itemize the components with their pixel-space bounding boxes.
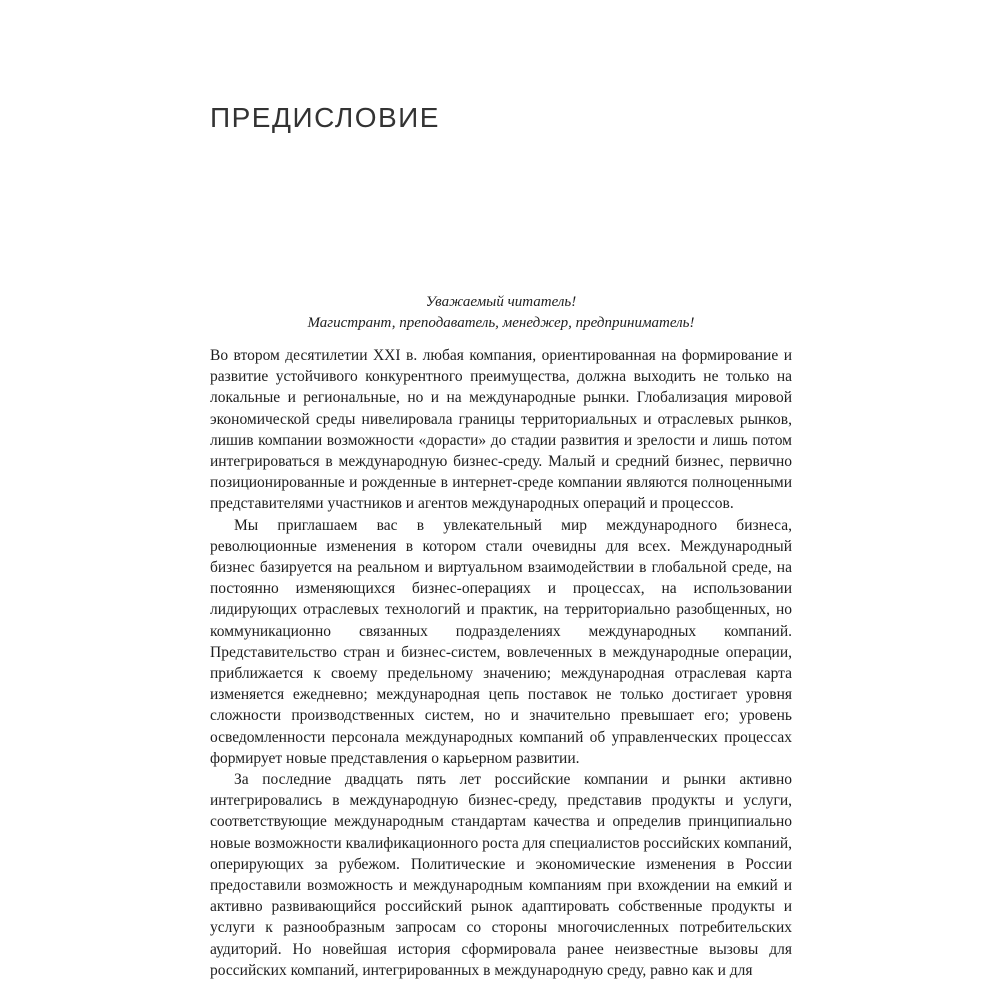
body-text [210, 345, 792, 981]
paragraph-2: Мы приглашаем вас в увлекательный мир международного бизнеса, революционные изменения в котором стали очевидны для всех. Международный бизнес базируется на реальном и виртуальном взаимодействии в глобальной среде, на постоянно изменяющихся бизнес-операциях и процессах, на использовании лидирующих отраслевых технологий и практик, на территориально разобщенных, но коммуникационно связанных подразделениях международных компаний. Представительство стран и бизнес-систем, вовлеченных в международные операции, приближается к своему предельному значению; международная отраслевая карта изменяется ежедневно; международная цепь поставок не только достигает уровня сложности производственных систем, но и значительно превышает его; уровень осведомленности персонала международных компаний об управленческих процессах формирует новые представления о карьерном развитии. [210, 516, 792, 767]
epigraph-line-1: Уважаемый читатель! [425, 294, 577, 310]
paragraph-1: Во втором десятилетии XXI в. любая компания, ориентированная на формирование и развитие устойчивого конкурентного преимущества, должна выходить не только на локальные и региональные, но и на международные рынки. Глобализация мировой экономической среды нивелировала границы территориальных и отраслевых рынков, лишив компании возможности «дорасти» до стадии развития и зрелости и лишь потом интегрироваться в международную бизнес-среду. Малый и средний бизнес, первично позиционированные и рожденные в интернет-среде компании являются полноценными представителями участников и агентов международных операций и процессов. [210, 347, 792, 513]
page-title: ПРЕДИСЛОВИЕ [210, 102, 440, 133]
paragraph-3: За последние двадцать пять лет российские компании и рынки активно интегрировались в международную бизнес-среду, представив продукты и услуги, соответствующие международным стандартам качества и определив принципиально новые возможности квалификационного роста для специалистов российских компаний, оперирующих за рубежом. Политические и экономические изменения в России предоставили возможность и международным компаниям при вхождении на емкий и активно развивающийся российский рынок адаптировать собственные продукты и услуги к разнообразным запросам со стороны многочисленных потребительских аудиторий. Но новейшая история сформировала ранее неизвестные вызовы для российских компаний, интегрированных в международную среду, равно как и для [210, 771, 792, 979]
text-block [210, 292, 792, 981]
epigraph-line-2: Магистрант, преподаватель, менеджер, предприниматель! [307, 315, 695, 331]
epigraph [210, 292, 792, 334]
